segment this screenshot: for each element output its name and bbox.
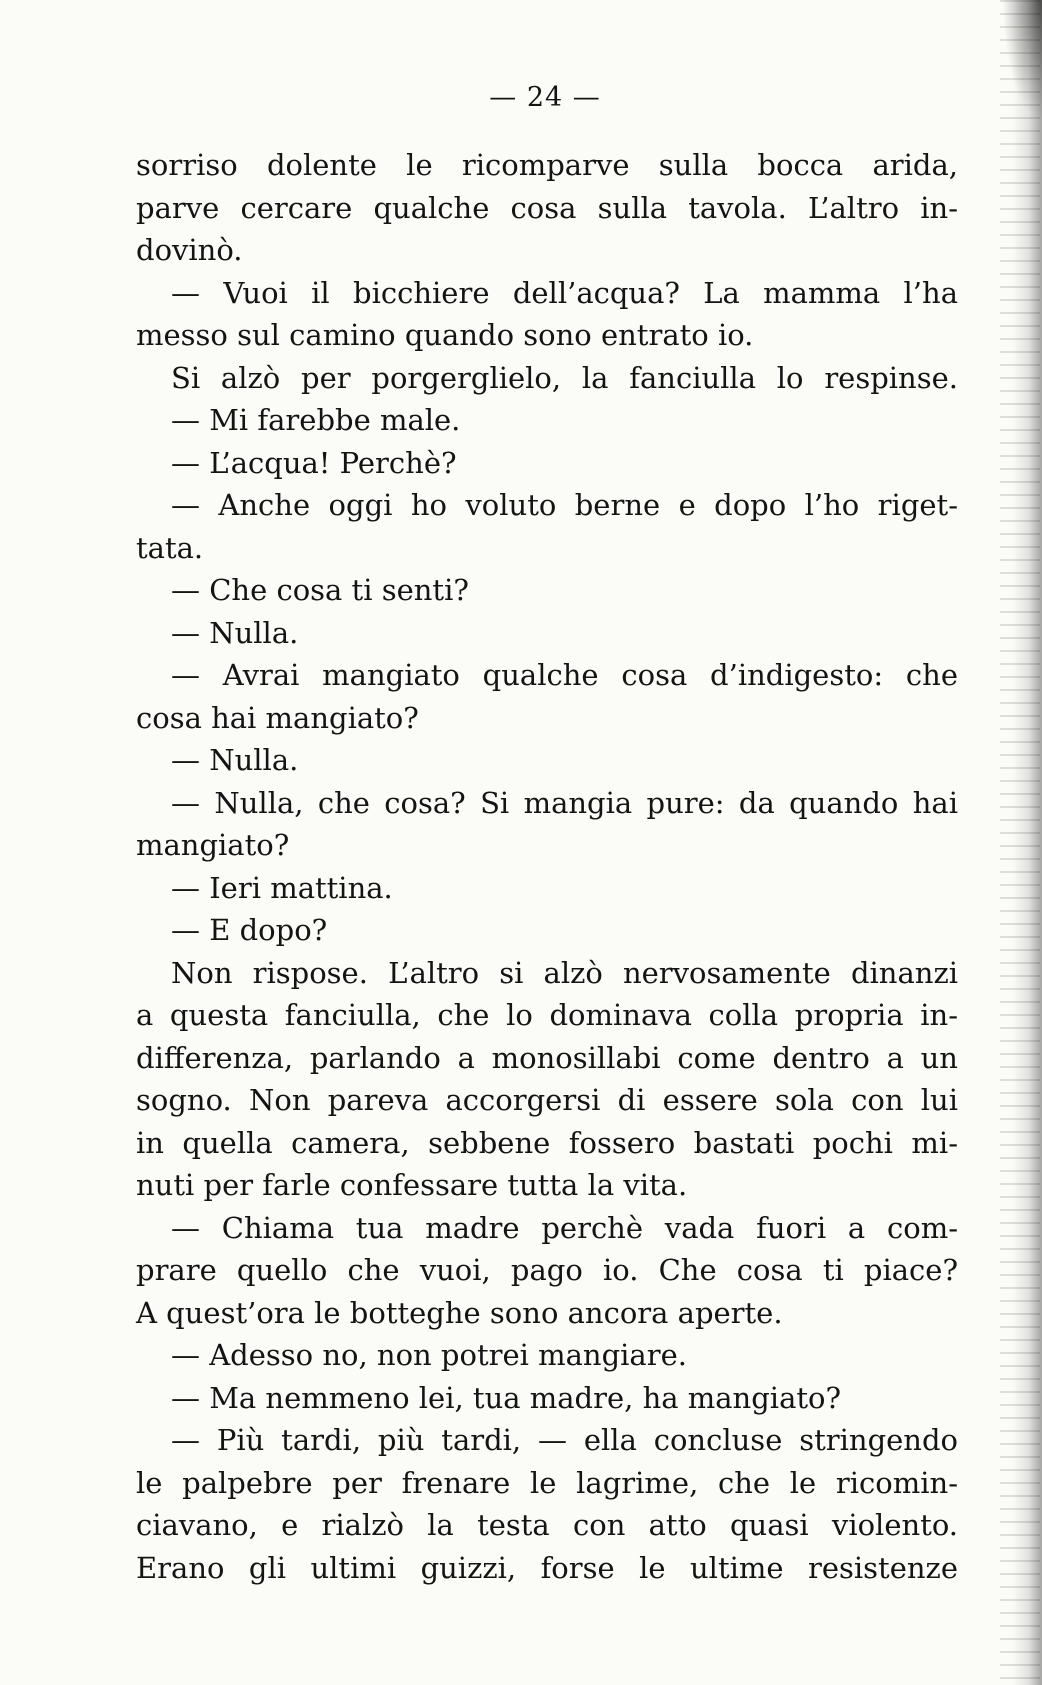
text-line: nuti per farle confessare tutta la vita. [136, 1168, 688, 1202]
page-number: — 24 — [489, 82, 601, 113]
body-text [136, 144, 958, 1589]
text-line: messo sul camino quando sono entrato io. [136, 318, 754, 352]
text-line: dovinò. [136, 233, 243, 267]
text-line: — Nulla. [171, 743, 299, 777]
text-line: — Adesso no, non potrei mangiare. [171, 1338, 687, 1372]
text-line: le palpebre per frenare le lagrime, che le ricomin- [136, 1465, 958, 1500]
text-line: — Anche oggi ho voluto berne e dopo l’ho riget- [171, 488, 958, 522]
text-line: parve cercare qualche cosa sulla tavola. L’altro in- [136, 190, 958, 225]
text-line: — Mi farebbe male. [171, 403, 461, 437]
text-line: — Ma nemmeno lei, tua madre, ha mangiato? [171, 1380, 842, 1415]
text-line: — Avrai mangiato qualche cosa d’indigesto: che [171, 658, 958, 692]
text-line: ciavano, e rialzò la testa con atto quasi violento. [136, 1508, 958, 1542]
text-line: A quest’ora le botteghe sono ancora aperte. [136, 1295, 783, 1330]
text-line: — Nulla. [171, 615, 299, 650]
text-line: — Che cosa ti senti? [171, 573, 469, 607]
text-line: — L’acqua! Perchè? [171, 445, 457, 480]
text-line: in quella camera, sebbene fossero bastati pochi mi- [136, 1125, 958, 1160]
text-line: tata. [136, 530, 204, 565]
text-line: sorriso dolente le ricomparve sulla bocca arida, [136, 148, 958, 182]
text-line: mangiato? [136, 828, 290, 862]
text-line: — E dopo? [171, 913, 328, 947]
text-line: differenza, parlando a monosillabi come dentro a un [136, 1040, 958, 1075]
page-edge-specks [1000, 0, 1040, 1685]
text-line: — Più tardi, più tardi, — ella concluse stringendo [171, 1423, 958, 1457]
text-line: a questa fanciulla, che lo dominava colla propria in- [136, 998, 958, 1032]
text-line: — Nulla, che cosa? Si mangia pure: da quando hai [171, 785, 958, 820]
text-line: Si alzò per porgerglielo, la fanciulla lo respinse. [171, 360, 958, 395]
text-line: — Vuoi il bicchiere dell’acqua? La mamma l’ha [171, 275, 958, 310]
text-line: Non rispose. L’altro si alzò nervosamente dinanzi [171, 955, 958, 990]
text-line: — Chiama tua madre perchè vada fuori a com- [171, 1210, 958, 1245]
text-line: prare quello che vuoi, pago io. Che cosa ti piace? [136, 1253, 958, 1287]
text-line: Erano gli ultimi guizzi, forse le ultime resistenze [136, 1550, 958, 1585]
text-line: sogno. Non pareva accorgersi di essere sola con lui [136, 1083, 958, 1117]
text-line: — Ieri mattina. [171, 870, 393, 905]
text-line: cosa hai mangiato? [136, 700, 419, 735]
